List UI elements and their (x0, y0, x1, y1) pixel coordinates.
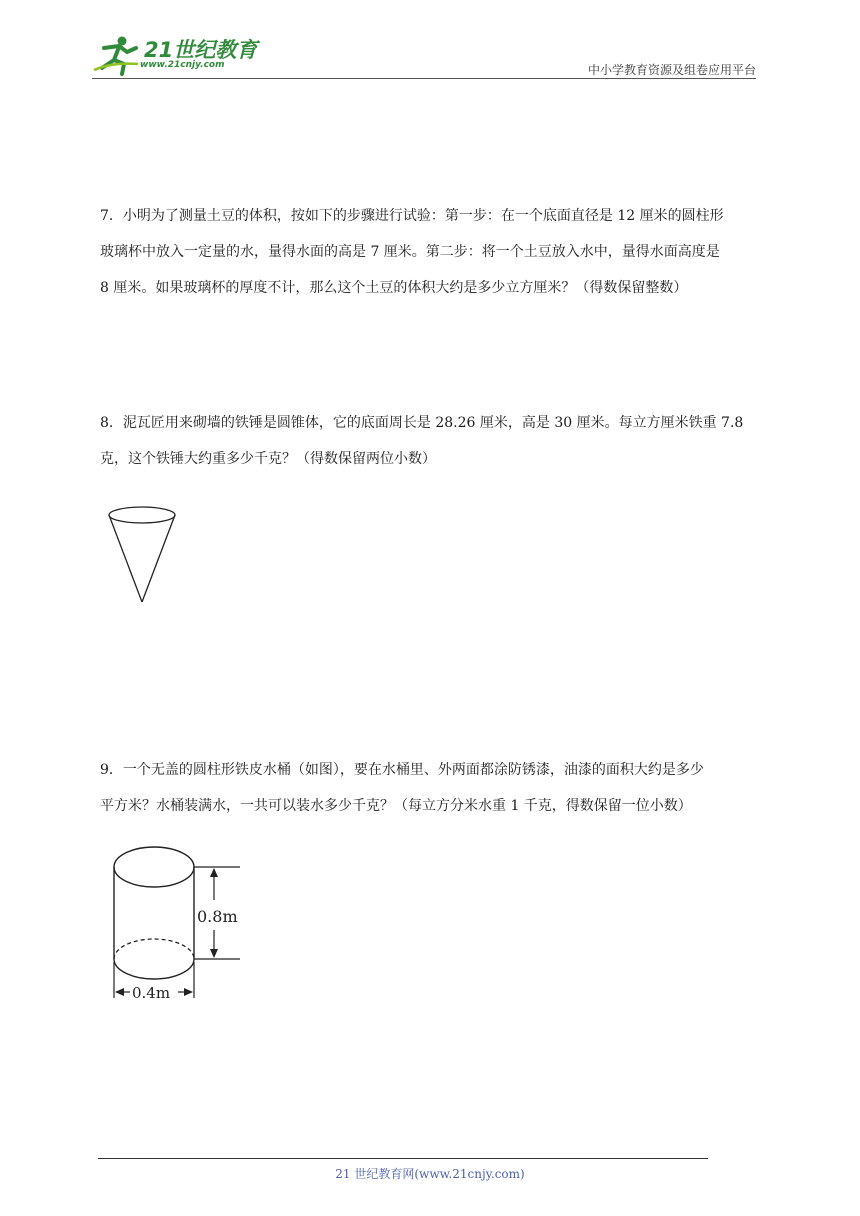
question-line: 8．泥瓦匠用来砌墙的铁锤是圆锥体，它的底面周长是 28.26 厘米，高是 30 厘米。每立方厘米铁重 7.8 (100, 415, 744, 431)
question-7 (100, 198, 764, 306)
question-9 (100, 752, 764, 824)
question-line: 7．小明为了测量土豆的体积，按如下的步骤进行试验：第一步：在一个底面直径是 12 厘米的圆柱形 (100, 208, 724, 224)
header-divider (92, 78, 756, 79)
footer-divider (98, 1158, 708, 1159)
logo (92, 34, 262, 76)
logo-url: www.21cnjy.com (140, 60, 225, 70)
question-line: 9．一个无盖的圆柱形铁皮水桶（如图），要在水桶里、外两面都涂防锈漆，油漆的面积大约是多少 (100, 762, 704, 778)
page-header (0, 0, 860, 80)
question-line: 8 厘米。如果玻璃杯的厚度不计，那么这个土豆的体积大约是多少立方厘米？（得数保留整数） (100, 280, 688, 296)
runner-logo-icon (92, 34, 142, 76)
question-8 (100, 405, 764, 477)
cylinder-figure (100, 832, 260, 1016)
header-platform-text: 中小学教育资源及组卷应用平台 (587, 63, 756, 77)
question-line: 玻璃杯中放入一定量的水，量得水面的高是 7 厘米。第二步：将一个土豆放入水中，量得水面高度是 (100, 244, 720, 260)
question-line: 平方米？水桶装满水，一共可以装水多少千克？（每立方分米水重 1 千克，得数保留一位小数） (100, 798, 692, 814)
cylinder-diameter-label: 0.4m (132, 984, 171, 1002)
cylinder-height-label: 0.8m (197, 907, 238, 926)
logo-text: 21世纪教育 (144, 38, 258, 62)
question-line: 克，这个铁锤大约重多少千克？（得数保留两位小数） (100, 451, 436, 467)
cone-figure (100, 500, 190, 614)
footer-text: 21 世纪教育网(www.21cnjy.com) (335, 1167, 525, 1181)
